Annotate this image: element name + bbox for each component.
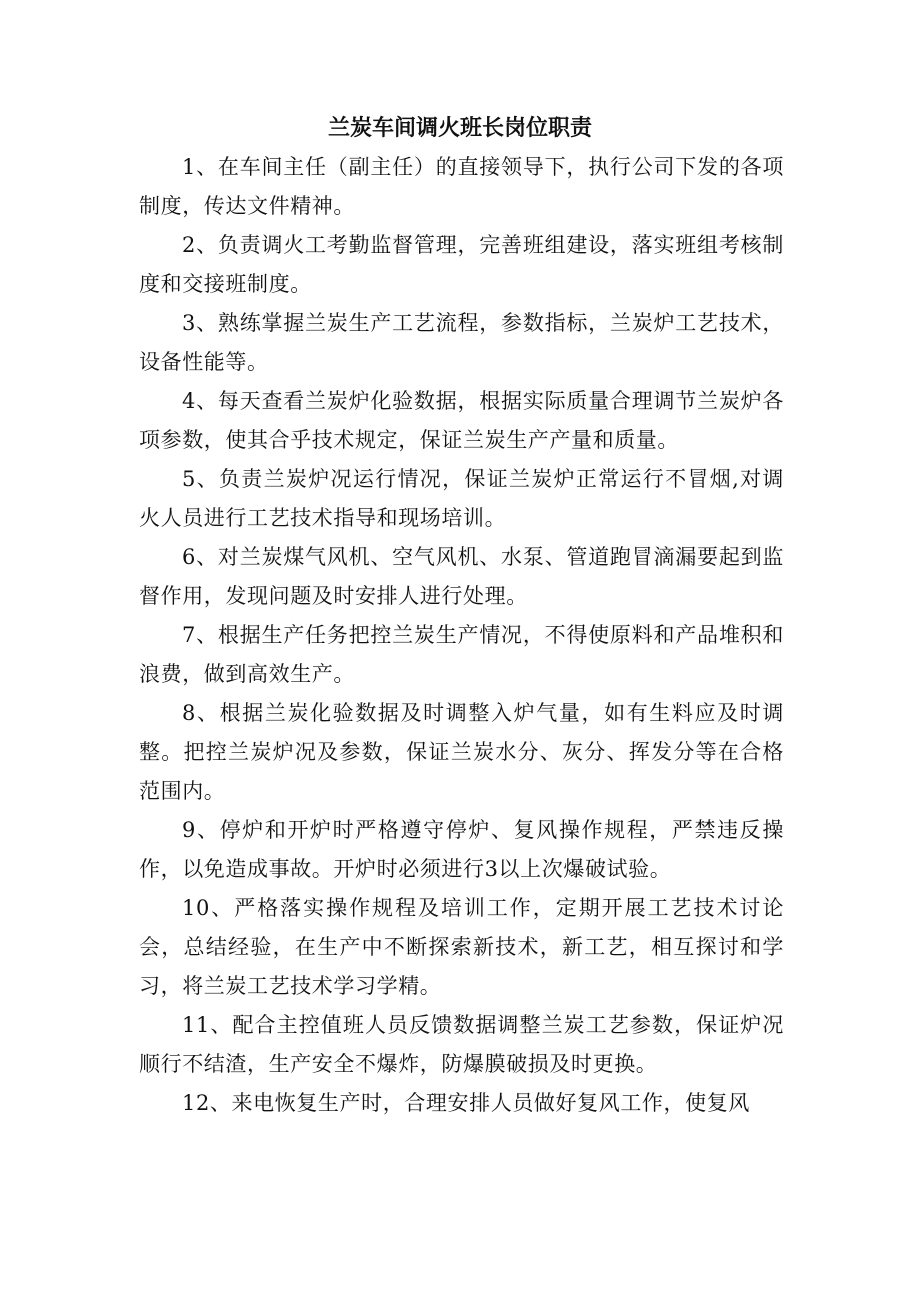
duty-item-4: 4、每天查看兰炭炉化验数据，根据实际质量合理调节兰炭炉各项参数，使其合乎技术规定，保证兰炭生产产量和质量。 xyxy=(139,389,784,452)
duty-item-12: 12、来电恢复生产时，合理安排人员做好复风工作，使复风 xyxy=(182,1091,750,1115)
duty-item-9: 9、停炉和开炉时严格遵守停炉、复风操作规程，严禁违反操作，以免造成事故。开炉时必须进行3以上次爆破试验。 xyxy=(139,818,784,881)
duty-item-10: 10、严格落实操作规程及培训工作，定期开展工艺技术讨论会，总结经验，在生产中不断探索新技术，新工艺，相互探讨和学习，将兰炭工艺技术学习学精。 xyxy=(139,896,784,998)
duty-item-7: 7、根据生产任务把控兰炭生产情况，不得使原料和产品堆积和浪费，做到高效生产。 xyxy=(139,623,784,686)
duty-item-3: 3、熟练掌握兰炭生产工艺流程，参数指标，兰炭炉工艺技术，设备性能等。 xyxy=(139,311,784,374)
duty-item-2: 2、负责调火工考勤监督管理，完善班组建设，落实班组考核制度和交接班制度。 xyxy=(139,233,784,296)
document-title: 兰炭车间调火班长岗位职责 xyxy=(327,115,592,141)
duty-item-8: 8、根据兰炭化验数据及时调整入炉气量，如有生料应及时调整。把控兰炭炉况及参数，保证兰炭水分、灰分、挥发分等在合格范围内。 xyxy=(139,701,784,803)
duty-item-5: 5、负责兰炭炉况运行情况，保证兰炭炉正常运行不冒烟,对调火人员进行工艺技术指导和现场培训。 xyxy=(139,467,784,530)
duty-item-11: 11、配合主控值班人员反馈数据调整兰炭工艺参数，保证炉况顺行不结渣，生产安全不爆炸，防爆膜破损及时更换。 xyxy=(139,1013,784,1076)
document-body xyxy=(139,148,784,1123)
duty-item-6: 6、对兰炭煤气风机、空气风机、水泵、管道跑冒滴漏要起到监督作用，发现问题及时安排人进行处理。 xyxy=(139,545,784,608)
duty-item-1: 1、在车间主任（副主任）的直接领导下，执行公司下发的各项制度，传达文件精神。 xyxy=(139,155,784,218)
